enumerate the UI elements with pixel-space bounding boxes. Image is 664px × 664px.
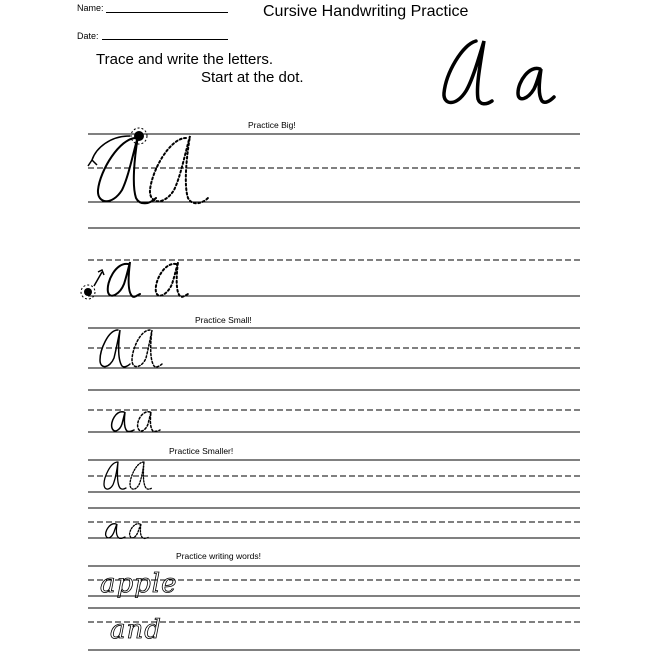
practice-word-and: and — [110, 615, 162, 645]
instruction-line-1: Trace and write the letters. — [96, 51, 274, 68]
instruction-line-2: Start at the dot. — [201, 69, 304, 86]
practice-word-apple: apple — [100, 569, 178, 599]
section-label-small: Practice Small! — [195, 315, 252, 325]
name-label: Name: — [77, 3, 104, 13]
big-upper-a-guide — [98, 136, 156, 203]
page-title: Cursive Handwriting Practice — [263, 3, 469, 20]
section-label-words: Practice writing words! — [176, 551, 262, 561]
date-label: Date: — [77, 31, 99, 41]
big-upper-a-trace — [150, 136, 208, 203]
start-dot-icon — [134, 131, 144, 141]
start-dot-lower-icon — [84, 288, 92, 296]
section-label-smaller: Practice Smaller! — [169, 446, 234, 456]
section-label-big: Practice Big! — [248, 120, 296, 130]
